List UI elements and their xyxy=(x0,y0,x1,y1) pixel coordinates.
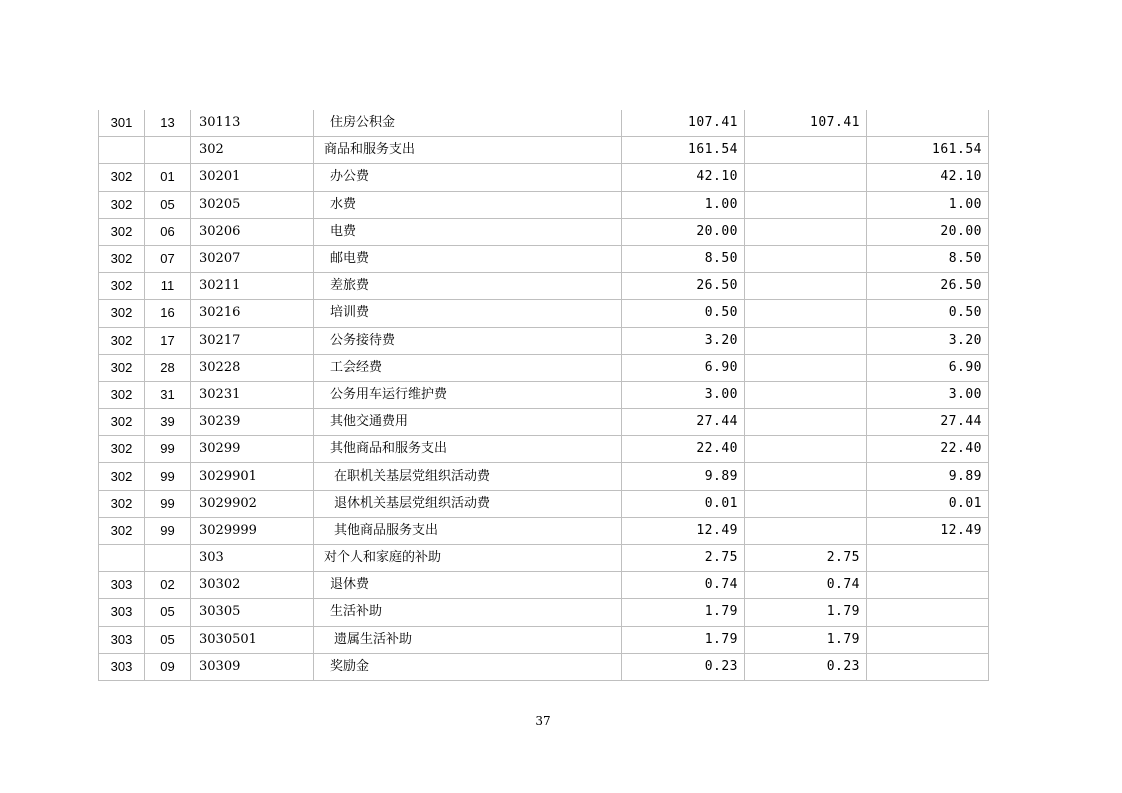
section-code-cell: 99 xyxy=(145,490,191,517)
project-amount-cell xyxy=(867,599,989,626)
basic-amount-cell: 1.79 xyxy=(745,599,867,626)
subject-name-cell: 其他商品和服务支出 xyxy=(314,436,622,463)
class-code-cell: 303 xyxy=(99,572,145,599)
subject-code-cell: 30207 xyxy=(191,245,314,272)
basic-amount-cell xyxy=(745,463,867,490)
class-code-cell: 302 xyxy=(99,409,145,436)
subject-name-cell: 办公费 xyxy=(314,164,622,191)
subject-name-cell: 商品和服务支出 xyxy=(314,137,622,164)
total-amount-cell: 0.74 xyxy=(622,572,745,599)
basic-amount-cell xyxy=(745,327,867,354)
class-code-cell: 301 xyxy=(99,110,145,137)
class-code-cell: 302 xyxy=(99,191,145,218)
subject-name-cell: 公务接待费 xyxy=(314,327,622,354)
section-code-cell: 05 xyxy=(145,599,191,626)
subject-name-cell: 邮电费 xyxy=(314,245,622,272)
table-row xyxy=(99,381,989,408)
project-amount-cell: 20.00 xyxy=(867,218,989,245)
class-code-cell: 302 xyxy=(99,490,145,517)
table-row xyxy=(99,409,989,436)
project-amount-cell: 26.50 xyxy=(867,273,989,300)
table-row xyxy=(99,463,989,490)
budget-table xyxy=(98,110,989,681)
section-code-cell: 28 xyxy=(145,354,191,381)
table-row xyxy=(99,572,989,599)
subject-name-cell: 住房公积金 xyxy=(314,110,622,137)
basic-amount-cell xyxy=(745,381,867,408)
project-amount-cell xyxy=(867,653,989,680)
basic-amount-cell xyxy=(745,273,867,300)
project-amount-cell: 0.50 xyxy=(867,300,989,327)
class-code-cell xyxy=(99,545,145,572)
subject-code-cell: 3029901 xyxy=(191,463,314,490)
section-code-cell: 02 xyxy=(145,572,191,599)
class-code-cell: 303 xyxy=(99,626,145,653)
basic-amount-cell xyxy=(745,191,867,218)
basic-amount-cell xyxy=(745,300,867,327)
subject-code-cell: 30113 xyxy=(191,110,314,137)
subject-code-cell: 3029902 xyxy=(191,490,314,517)
total-amount-cell: 12.49 xyxy=(622,517,745,544)
basic-amount-cell xyxy=(745,164,867,191)
subject-code-cell: 30201 xyxy=(191,164,314,191)
basic-amount-cell xyxy=(745,354,867,381)
subject-code-cell: 303 xyxy=(191,545,314,572)
subject-code-cell: 30217 xyxy=(191,327,314,354)
project-amount-cell: 6.90 xyxy=(867,354,989,381)
class-code-cell: 302 xyxy=(99,463,145,490)
subject-code-cell: 30299 xyxy=(191,436,314,463)
section-code-cell: 06 xyxy=(145,218,191,245)
project-amount-cell xyxy=(867,110,989,137)
basic-amount-cell xyxy=(745,409,867,436)
subject-name-cell: 电费 xyxy=(314,218,622,245)
project-amount-cell xyxy=(867,545,989,572)
subject-code-cell: 30206 xyxy=(191,218,314,245)
table-row xyxy=(99,354,989,381)
basic-amount-cell xyxy=(745,218,867,245)
subject-name-cell: 遗属生活补助 xyxy=(314,626,622,653)
section-code-cell: 05 xyxy=(145,191,191,218)
project-amount-cell: 161.54 xyxy=(867,137,989,164)
project-amount-cell: 12.49 xyxy=(867,517,989,544)
project-amount-cell: 27.44 xyxy=(867,409,989,436)
table-row xyxy=(99,110,989,137)
section-code-cell: 17 xyxy=(145,327,191,354)
table-row xyxy=(99,599,989,626)
class-code-cell: 303 xyxy=(99,653,145,680)
section-code-cell: 99 xyxy=(145,463,191,490)
table-row xyxy=(99,653,989,680)
class-code-cell: 302 xyxy=(99,164,145,191)
table-row xyxy=(99,626,989,653)
project-amount-cell: 3.00 xyxy=(867,381,989,408)
total-amount-cell: 6.90 xyxy=(622,354,745,381)
subject-name-cell: 生活补助 xyxy=(314,599,622,626)
basic-amount-cell xyxy=(745,245,867,272)
total-amount-cell: 3.00 xyxy=(622,381,745,408)
subject-name-cell: 其他商品服务支出 xyxy=(314,517,622,544)
class-code-cell: 302 xyxy=(99,436,145,463)
section-code-cell: 31 xyxy=(145,381,191,408)
section-code-cell: 07 xyxy=(145,245,191,272)
class-code-cell: 302 xyxy=(99,300,145,327)
section-code-cell: 01 xyxy=(145,164,191,191)
class-code-cell: 302 xyxy=(99,218,145,245)
total-amount-cell: 26.50 xyxy=(622,273,745,300)
table-row xyxy=(99,164,989,191)
table-row xyxy=(99,137,989,164)
subject-code-cell: 30309 xyxy=(191,653,314,680)
total-amount-cell: 20.00 xyxy=(622,218,745,245)
subject-name-cell: 奖励金 xyxy=(314,653,622,680)
table-row xyxy=(99,436,989,463)
basic-amount-cell: 0.74 xyxy=(745,572,867,599)
table-row xyxy=(99,191,989,218)
project-amount-cell: 9.89 xyxy=(867,463,989,490)
basic-amount-cell xyxy=(745,436,867,463)
table-row xyxy=(99,300,989,327)
section-code-cell xyxy=(145,137,191,164)
subject-name-cell: 退休费 xyxy=(314,572,622,599)
section-code-cell xyxy=(145,545,191,572)
subject-code-cell: 3030501 xyxy=(191,626,314,653)
subject-name-cell: 公务用车运行维护费 xyxy=(314,381,622,408)
basic-amount-cell xyxy=(745,517,867,544)
section-code-cell: 11 xyxy=(145,273,191,300)
section-code-cell: 13 xyxy=(145,110,191,137)
page-number: 37 xyxy=(535,714,551,728)
total-amount-cell: 42.10 xyxy=(622,164,745,191)
project-amount-cell: 1.00 xyxy=(867,191,989,218)
class-code-cell: 302 xyxy=(99,273,145,300)
basic-amount-cell: 2.75 xyxy=(745,545,867,572)
project-amount-cell: 0.01 xyxy=(867,490,989,517)
subject-code-cell: 30211 xyxy=(191,273,314,300)
total-amount-cell: 1.79 xyxy=(622,599,745,626)
class-code-cell: 302 xyxy=(99,381,145,408)
subject-code-cell: 302 xyxy=(191,137,314,164)
table-row xyxy=(99,545,989,572)
table-body xyxy=(99,110,989,680)
basic-amount-cell: 0.23 xyxy=(745,653,867,680)
table-row xyxy=(99,245,989,272)
class-code-cell: 302 xyxy=(99,327,145,354)
subject-code-cell: 30216 xyxy=(191,300,314,327)
class-code-cell: 302 xyxy=(99,517,145,544)
class-code-cell: 303 xyxy=(99,599,145,626)
total-amount-cell: 22.40 xyxy=(622,436,745,463)
total-amount-cell: 3.20 xyxy=(622,327,745,354)
basic-amount-cell xyxy=(745,137,867,164)
project-amount-cell: 22.40 xyxy=(867,436,989,463)
section-code-cell: 05 xyxy=(145,626,191,653)
section-code-cell: 16 xyxy=(145,300,191,327)
total-amount-cell: 0.23 xyxy=(622,653,745,680)
subject-name-cell: 工会经费 xyxy=(314,354,622,381)
total-amount-cell: 8.50 xyxy=(622,245,745,272)
table-row xyxy=(99,273,989,300)
subject-code-cell: 30228 xyxy=(191,354,314,381)
total-amount-cell: 1.00 xyxy=(622,191,745,218)
section-code-cell: 99 xyxy=(145,436,191,463)
total-amount-cell: 161.54 xyxy=(622,137,745,164)
class-code-cell: 302 xyxy=(99,245,145,272)
subject-code-cell: 30239 xyxy=(191,409,314,436)
table-row xyxy=(99,517,989,544)
basic-amount-cell: 1.79 xyxy=(745,626,867,653)
section-code-cell: 99 xyxy=(145,517,191,544)
subject-code-cell: 30205 xyxy=(191,191,314,218)
project-amount-cell: 42.10 xyxy=(867,164,989,191)
subject-name-cell: 其他交通费用 xyxy=(314,409,622,436)
project-amount-cell xyxy=(867,572,989,599)
subject-name-cell: 在职机关基层党组织活动费 xyxy=(314,463,622,490)
basic-amount-cell xyxy=(745,490,867,517)
section-code-cell: 09 xyxy=(145,653,191,680)
project-amount-cell xyxy=(867,626,989,653)
basic-amount-cell: 107.41 xyxy=(745,110,867,137)
subject-name-cell: 对个人和家庭的补助 xyxy=(314,545,622,572)
subject-name-cell: 水费 xyxy=(314,191,622,218)
table-row xyxy=(99,327,989,354)
table-row xyxy=(99,490,989,517)
total-amount-cell: 1.79 xyxy=(622,626,745,653)
subject-code-cell: 30305 xyxy=(191,599,314,626)
total-amount-cell: 27.44 xyxy=(622,409,745,436)
class-code-cell: 302 xyxy=(99,354,145,381)
total-amount-cell: 107.41 xyxy=(622,110,745,137)
total-amount-cell: 9.89 xyxy=(622,463,745,490)
class-code-cell xyxy=(99,137,145,164)
section-code-cell: 39 xyxy=(145,409,191,436)
subject-code-cell: 3029999 xyxy=(191,517,314,544)
project-amount-cell: 8.50 xyxy=(867,245,989,272)
total-amount-cell: 2.75 xyxy=(622,545,745,572)
total-amount-cell: 0.01 xyxy=(622,490,745,517)
subject-name-cell: 差旅费 xyxy=(314,273,622,300)
subject-name-cell: 培训费 xyxy=(314,300,622,327)
table-row xyxy=(99,218,989,245)
subject-code-cell: 30231 xyxy=(191,381,314,408)
subject-code-cell: 30302 xyxy=(191,572,314,599)
subject-name-cell: 退休机关基层党组织活动费 xyxy=(314,490,622,517)
project-amount-cell: 3.20 xyxy=(867,327,989,354)
total-amount-cell: 0.50 xyxy=(622,300,745,327)
